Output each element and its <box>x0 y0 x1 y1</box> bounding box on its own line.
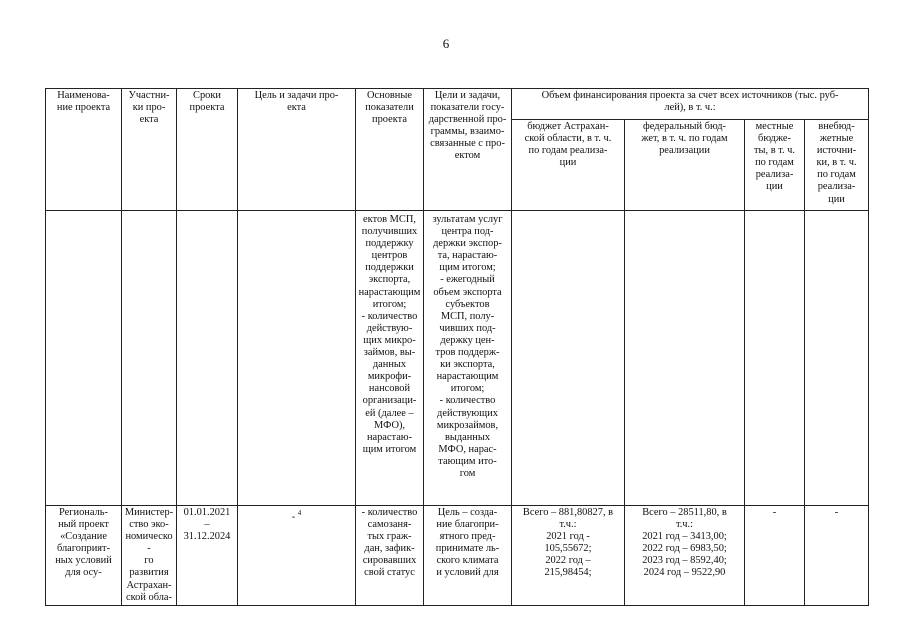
header-local-budget: местные бюдже- ты, в т. ч. по годам реализа- ции <box>745 120 805 211</box>
cell-state-program-continuation: зультатам услуг центра под- держки экспор- та, нарастаю- щим итогом; - ежегодный объем экспорта субъектов МСП, полу- чивших под- держку цен- тров поддерж- ки экспорта, нарастающим итогом; - количество действующих микрозаймов, выданных МФО, нарас- тающим ито- гом <box>424 211 512 506</box>
cell-empty <box>177 211 238 506</box>
cell-empty <box>805 211 869 506</box>
header-participants: Участни- ки про- екта <box>122 89 177 211</box>
header-row-1 <box>46 89 869 120</box>
cell-empty <box>512 211 625 506</box>
header-name: Наименова- ние проекта <box>46 89 122 211</box>
header-terms: Сроки проекта <box>177 89 238 211</box>
header-extrabudget: внебюд- жетные источни- ки, в т. ч. по годам реализа- ции <box>805 120 869 211</box>
header-regional-budget: бюджет Астрахан- ской области, в т. ч. по годам реализа- ции <box>512 120 625 211</box>
cell-indicators-continuation: ектов МСП, получивших поддержку центров поддержки экспорта, нарастающим итогом; - количество действую- щих микро- займов, вы- данных микрофи- нансовой организаци- ей (далее – МФО), нарастаю- щим итогом <box>356 211 424 506</box>
cell-empty <box>122 211 177 506</box>
cell-empty <box>238 211 356 506</box>
cell-local-budget: - <box>745 506 805 606</box>
cell-goals <box>238 506 356 606</box>
header-federal-budget: федеральный бюд- жет, в т. ч. по годам реализации <box>625 120 745 211</box>
cell-extrabudget: - <box>805 506 869 606</box>
footnote-marker: 4 <box>297 509 302 517</box>
cell-terms: 01.01.2021 – 31.12.2024 <box>177 506 238 606</box>
cell-empty <box>46 211 122 506</box>
header-indicators: Основные показатели проекта <box>356 89 424 211</box>
project-table <box>45 88 869 606</box>
header-state-program: Цели и задачи, показатели госу- дарственной про- граммы, взаимо- связанные с про- ектом <box>424 89 512 211</box>
cell-indicators: - количество самозаня- тых граж- дан, зафик- сировавших свой статус <box>356 506 424 606</box>
cell-project-name: Региональ- ный проект «Создание благоприят- ных условий для осу- <box>46 506 122 606</box>
cell-empty <box>745 211 805 506</box>
header-funding-group: Объем финансирования проекта за счет всех источников (тыс. руб- лей), в т. ч.: <box>512 89 869 120</box>
cell-participants: Министер- ство эко- номическо- го развития Астрахан- ской обла- <box>122 506 177 606</box>
page-number: 6 <box>442 36 450 51</box>
cell-federal-budget: Всего – 28511,80, в т.ч.: 2021 год – 3413,00; 2022 год – 6983,50; 2023 год – 8592,40; 2024 год – 9522,90 <box>625 506 745 606</box>
goals-dash: - <box>291 511 296 523</box>
cell-state-program: Цель – созда- ние благопри- ятного пред- принимате ль- ского климата и условий для <box>424 506 512 606</box>
table-row-project <box>46 506 869 606</box>
header-goals: Цель и задачи про- екта <box>238 89 356 211</box>
table-row-continuation <box>46 211 869 506</box>
cell-regional-budget: Всего – 881,80827, в т.ч.: 2021 год - 105,55672; 2022 год – 215,98454; <box>512 506 625 606</box>
cell-empty <box>625 211 745 506</box>
